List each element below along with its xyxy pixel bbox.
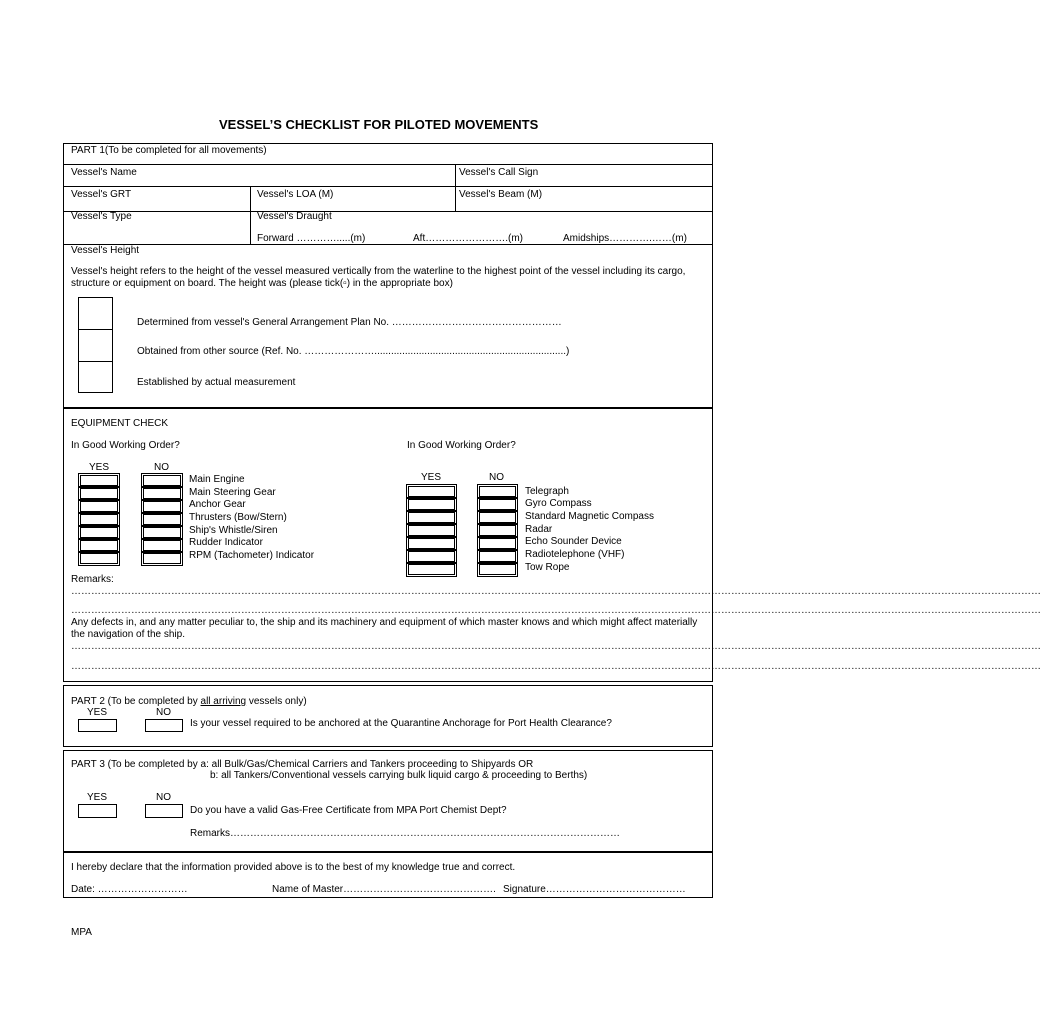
gyro-compass-yes-checkbox[interactable] <box>408 499 455 510</box>
draught-forward-field[interactable]: Forward ………….....(m) <box>257 233 366 244</box>
radiotelephone-yes-checkbox[interactable] <box>408 551 455 562</box>
footer-mpa: MPA <box>71 927 92 938</box>
left-no-header: NO <box>154 462 169 473</box>
gas-free-no-checkbox[interactable] <box>145 804 183 818</box>
master-name-field[interactable]: Name of Master………………………………………. <box>272 884 496 895</box>
quarantine-question: Is your vessel required to be anchored at the Quarantine Anchorage for Port Health Clearance? <box>190 718 612 729</box>
defects-line-2[interactable]: ………………………………………………………………………………………………………………………………………………………………………………………………………………………………………………………………… <box>71 661 1041 672</box>
part1-header: PART 1(To be completed for all movements) <box>71 145 267 156</box>
remarks-line-2[interactable]: ………………………………………………………………………………………………………………………………………………………………………………………………………………………………………………………………… <box>71 605 1041 616</box>
left-yes-header: YES <box>89 462 110 473</box>
divider <box>63 211 713 212</box>
main-engine-no-checkbox[interactable] <box>143 475 181 486</box>
tow-rope-yes-checkbox[interactable] <box>408 564 455 575</box>
echo-sounder-no-checkbox[interactable] <box>479 538 516 549</box>
divider <box>63 186 713 187</box>
divider <box>455 186 456 211</box>
radar-no-checkbox[interactable] <box>479 525 516 536</box>
equipment-item-radar: Radar <box>525 524 553 535</box>
gyro-compass-no-checkbox[interactable] <box>479 499 516 510</box>
equipment-item-ships-whistle: Ship's Whistle/Siren <box>189 525 278 536</box>
anchor-gear-no-checkbox[interactable] <box>143 501 181 512</box>
part2-yes-header: YES <box>87 707 108 718</box>
quarantine-no-checkbox[interactable] <box>145 719 183 732</box>
part2-no-header: NO <box>156 707 171 718</box>
draught-aft-field[interactable]: Aft…………………….(m) <box>413 233 523 244</box>
echo-sounder-yes-checkbox[interactable] <box>408 538 455 549</box>
ships-whistle-yes-checkbox[interactable] <box>80 527 118 538</box>
remarks-label: Remarks: <box>71 574 114 585</box>
telegraph-yes-checkbox[interactable] <box>408 486 455 497</box>
quarantine-yes-checkbox[interactable] <box>78 719 117 732</box>
radiotelephone-no-checkbox[interactable] <box>479 551 516 562</box>
equipment-item-echo-sounder: Echo Sounder Device <box>525 536 622 547</box>
vessel-height-description: Vessel's height refers to the height of the vessel measured vertically from the waterline to the highest point of the vessel including its cargo, structure or equipment on board. The height was (please tick(▫) in the appropriate box) <box>71 266 686 289</box>
part3-header-line2: b: all Tankers/Conventional vessels carrying bulk liquid cargo & proceeding to Berths) <box>210 770 588 781</box>
magnetic-compass-no-checkbox[interactable] <box>479 512 516 523</box>
height-option-1-checkbox[interactable] <box>79 298 112 329</box>
gas-free-yes-checkbox[interactable] <box>78 804 117 818</box>
height-option-3-checkbox[interactable] <box>79 362 112 392</box>
radar-yes-checkbox[interactable] <box>408 525 455 536</box>
equipment-item-rpm-indicator: RPM (Tachometer) Indicator <box>189 550 315 561</box>
vessel-height-label: Vessel's Height <box>71 245 140 256</box>
defects-line-1[interactable]: ………………………………………………………………………………………………………………………………………………………………………………………………………………………………………………………………… <box>71 641 1041 652</box>
thrusters-no-checkbox[interactable] <box>143 514 181 525</box>
tow-rope-no-checkbox[interactable] <box>479 564 516 575</box>
gas-free-question: Do you have a valid Gas-Free Certificate from MPA Port Chemist Dept? <box>190 805 507 816</box>
good-order-left-label: In Good Working Order? <box>71 440 180 451</box>
equipment-item-tow-rope: Tow Rope <box>525 562 570 573</box>
right-yes-header: YES <box>421 472 442 483</box>
equipment-item-radiotelephone: Radiotelephone (VHF) <box>525 549 625 560</box>
part3-no-header: NO <box>156 792 171 803</box>
vessel-beam-label: Vessel's Beam (M) <box>459 189 543 200</box>
divider <box>63 164 713 165</box>
vessel-grt-label: Vessel's GRT <box>71 189 132 200</box>
main-steering-gear-no-checkbox[interactable] <box>143 488 181 499</box>
rudder-indicator-yes-checkbox[interactable] <box>80 540 118 551</box>
remarks-line-1[interactable]: ………………………………………………………………………………………………………………………………………………………………………………………………………………………………………………………………… <box>71 586 1041 597</box>
signature-field[interactable]: Signature…………………………………… <box>503 884 686 895</box>
magnetic-compass-yes-checkbox[interactable] <box>408 512 455 523</box>
anchor-gear-yes-checkbox[interactable] <box>80 501 118 512</box>
telegraph-no-checkbox[interactable] <box>479 486 516 497</box>
page-title: VESSEL’S CHECKLIST FOR PILOTED MOVEMENTS <box>219 117 539 132</box>
ships-whistle-no-checkbox[interactable] <box>143 527 181 538</box>
height-option-2-label: Obtained from other source (Ref. No. ………………….....................................................................) <box>137 346 570 357</box>
equipment-item-thrusters: Thrusters (Bow/Stern) <box>189 512 287 523</box>
equipment-header: EQUIPMENT CHECK <box>71 418 169 429</box>
good-order-right-label: In Good Working Order? <box>407 440 516 451</box>
thrusters-yes-checkbox[interactable] <box>80 514 118 525</box>
equipment-item-anchor-gear: Anchor Gear <box>189 499 246 510</box>
vessel-loa-label: Vessel's LOA (M) <box>257 189 334 200</box>
height-option-2-checkbox[interactable] <box>79 330 112 361</box>
vessel-name-field[interactable] <box>64 179 454 186</box>
vessel-call-sign-label: Vessel's Call Sign <box>459 167 539 178</box>
divider <box>63 244 713 245</box>
part3-header-line1: PART 3 (To be completed by a: all Bulk/Gas/Chemical Carriers and Tankers proceeding to Shipyards OR <box>71 759 534 770</box>
part3-yes-header: YES <box>87 792 108 803</box>
vessel-name-label: Vessel's Name <box>71 167 137 178</box>
main-engine-yes-checkbox[interactable] <box>80 475 118 486</box>
height-option-1-label: Determined from vessel's General Arrangement Plan No. …………………………………………… <box>137 317 562 328</box>
draught-amidships-field[interactable]: Amidships………….……(m) <box>563 233 687 244</box>
rpm-indicator-no-checkbox[interactable] <box>143 553 181 564</box>
right-no-header: NO <box>489 472 504 483</box>
equipment-item-magnetic-compass: Standard Magnetic Compass <box>525 511 654 522</box>
rudder-indicator-no-checkbox[interactable] <box>143 540 181 551</box>
equipment-item-gyro-compass: Gyro Compass <box>525 498 592 509</box>
part3-remarks-field[interactable]: Remarks……………………………………………………………………………………………………… <box>190 828 621 839</box>
part2-header-emphasis: all arriving <box>200 696 247 707</box>
declaration-text: I hereby declare that the information provided above is to the best of my knowledge true and correct. <box>71 862 516 873</box>
date-field[interactable]: Date: ……………………… <box>71 884 188 895</box>
equipment-item-main-engine: Main Engine <box>189 474 245 485</box>
equipment-item-rudder-indicator: Rudder Indicator <box>189 537 263 548</box>
divider <box>250 186 251 244</box>
height-option-3-label: Established by actual measurement <box>137 377 296 388</box>
part2-header: PART 2 (To be completed by all arriving vessels only) <box>71 696 307 707</box>
vessel-call-sign-field[interactable] <box>456 179 712 186</box>
defects-text: Any defects in, and any matter peculiar to, the ship and its machinery and equipment of which master knows and which might affect materially the navigation of the ship. <box>71 617 698 640</box>
vessel-draught-label: Vessel's Draught <box>257 211 332 222</box>
main-steering-gear-yes-checkbox[interactable] <box>80 488 118 499</box>
rpm-indicator-yes-checkbox[interactable] <box>80 553 118 564</box>
equipment-item-main-steering-gear: Main Steering Gear <box>189 487 276 498</box>
equipment-item-telegraph: Telegraph <box>525 486 569 497</box>
vessel-type-label: Vessel's Type <box>71 211 132 222</box>
